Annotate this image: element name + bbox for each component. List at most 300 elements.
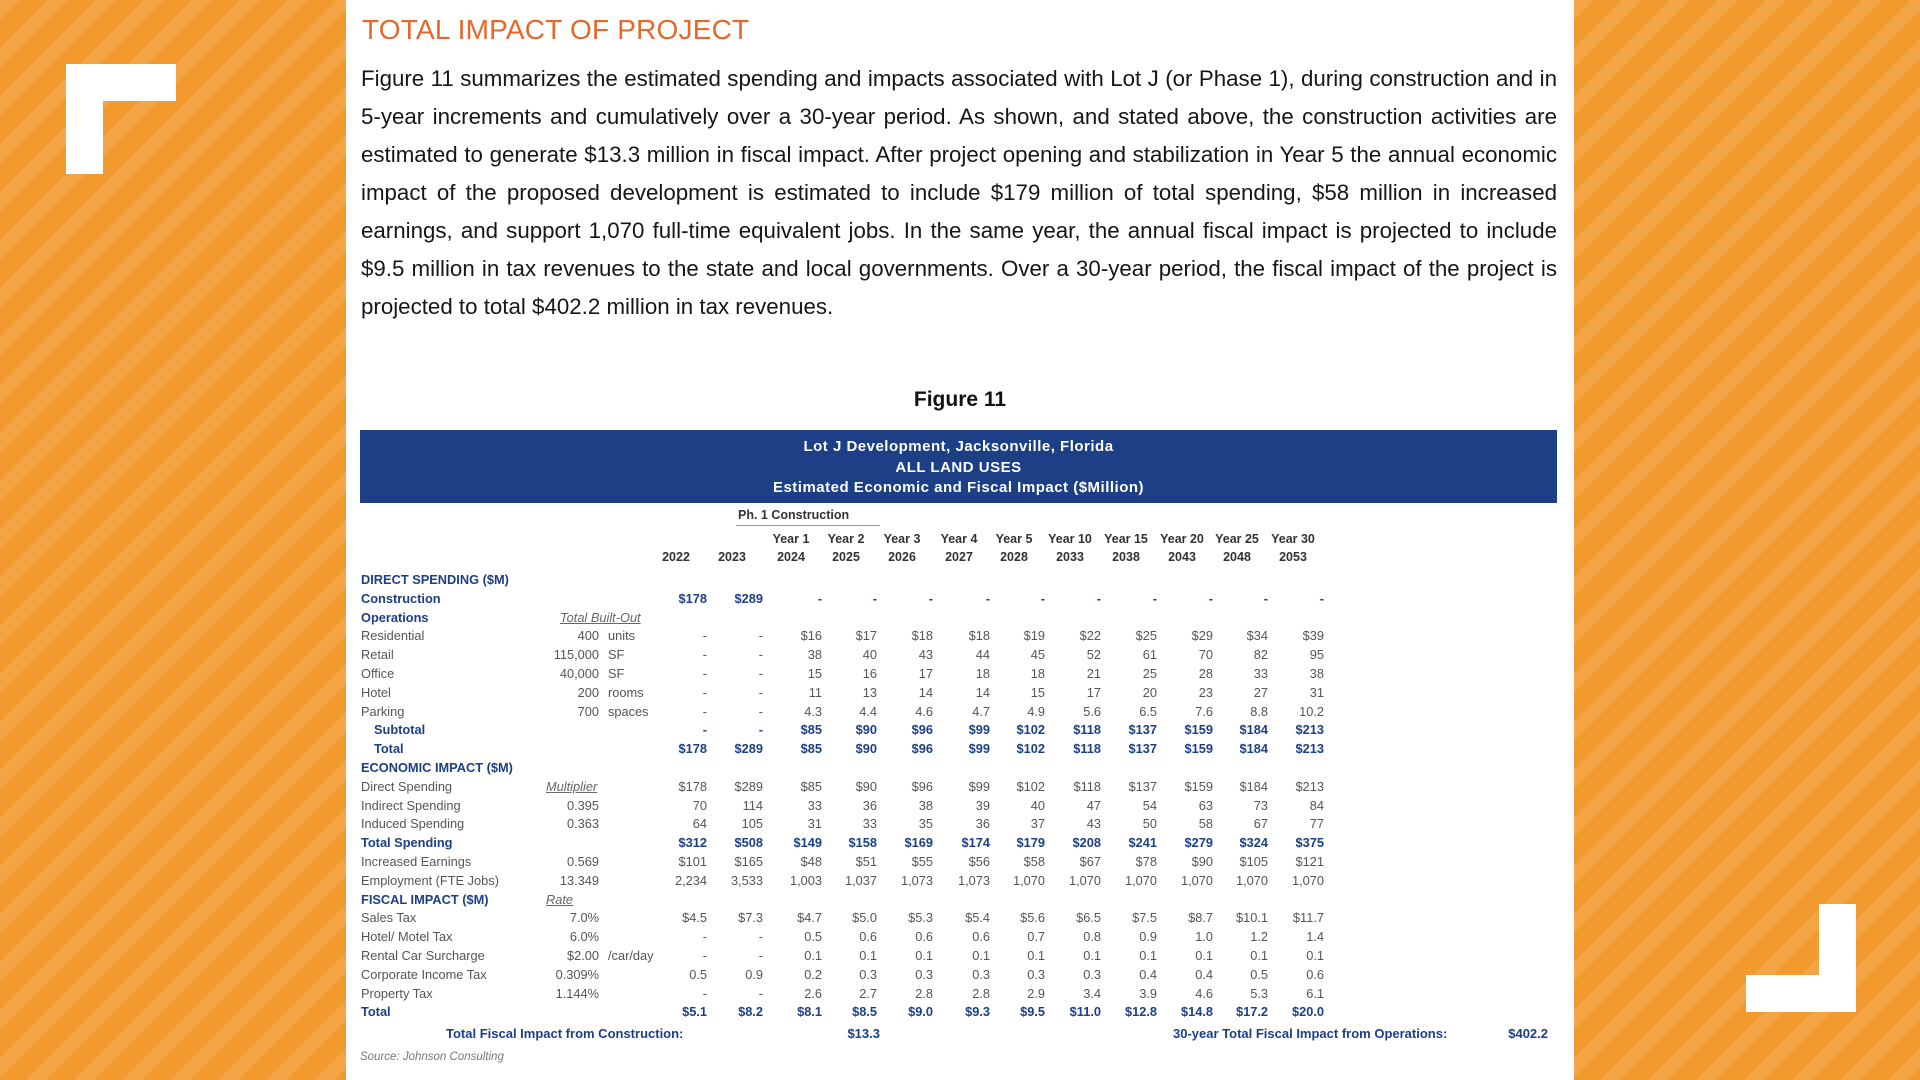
column-header-year: 2027 — [945, 550, 973, 564]
table-cell: 0.1 — [1139, 947, 1157, 963]
table-cell: $178 — [678, 741, 707, 757]
table-cell: 1,070 — [1235, 872, 1268, 888]
table-cell: $8.5 — [852, 1004, 877, 1020]
table-cell: 23 — [1198, 684, 1213, 700]
row-parameter: 40,000 — [559, 665, 599, 681]
table-cell: 2.8 — [972, 985, 990, 1001]
banner-line-project: Lot J Development, Jacksonville, Florida — [803, 438, 1114, 455]
column-header — [1151, 530, 1213, 566]
column-header-year: 2025 — [832, 550, 860, 564]
row-parameter: 13.349 — [559, 872, 599, 888]
row-label: Office — [361, 665, 395, 681]
row-label: Total — [361, 1004, 391, 1020]
row-parameter: $2.00 — [566, 947, 599, 963]
table-row — [346, 1003, 1574, 1022]
table-cell: - — [702, 929, 707, 945]
table-cell: 1,037 — [844, 872, 877, 888]
table-cell: 15 — [807, 665, 822, 681]
table-cell: $11.7 — [1292, 910, 1324, 926]
table-cell: 8.8 — [1250, 703, 1268, 719]
table-cell: $184 — [1239, 741, 1268, 757]
column-header-year: 2022 — [662, 550, 690, 564]
table-cell: 1,070 — [1291, 872, 1324, 888]
table-cell: 5.6 — [1083, 703, 1101, 719]
table-cell: 1.2 — [1250, 929, 1268, 945]
column-header-label — [701, 530, 763, 548]
row-parameter: 400 — [577, 628, 599, 644]
table-cell: - — [928, 590, 933, 606]
row-label: Sales Tax — [361, 910, 417, 926]
column-header-label — [645, 530, 707, 548]
table-cell: 64 — [692, 816, 707, 832]
table-cell: 43 — [918, 647, 933, 663]
table-cell: $85 — [800, 741, 822, 757]
row-label: Residential — [361, 628, 425, 644]
table-cell: 1,070 — [1012, 872, 1045, 888]
corner-bracket-icon-bottom-right — [1746, 904, 1856, 1012]
table-row — [346, 627, 1574, 646]
table-cell: $17.2 — [1235, 1004, 1268, 1020]
table-cell: - — [702, 985, 707, 1001]
table-cell: 0.3 — [1027, 966, 1045, 982]
table-cell: 0.5 — [804, 929, 822, 945]
table-cell: $289 — [734, 741, 763, 757]
table-cell: $9.3 — [965, 1004, 990, 1020]
table-cell: 3,533 — [730, 872, 763, 888]
row-label: Total — [374, 741, 404, 757]
table-row — [346, 759, 1574, 778]
column-header — [1206, 530, 1268, 566]
table-cell: 38 — [1309, 665, 1324, 681]
row-label: ECONOMIC IMPACT ($M) — [361, 759, 513, 775]
row-label: Direct Spending — [361, 778, 453, 794]
table-cell: $508 — [734, 835, 763, 851]
table-row — [346, 891, 1574, 910]
table-cell: 7.6 — [1195, 703, 1213, 719]
source-note: Source: Johnson Consulting — [360, 1051, 504, 1063]
column-header — [928, 530, 990, 566]
table-cell: 1.4 — [1306, 929, 1324, 945]
column-header — [871, 530, 933, 566]
table-cell: $169 — [904, 835, 933, 851]
table-cell: 43 — [1086, 816, 1101, 832]
table-cell: $96 — [911, 741, 933, 757]
table-cell: 6.5 — [1139, 703, 1157, 719]
table-row — [346, 609, 1574, 628]
row-label: Construction — [361, 590, 441, 606]
column-header-label: Year 10 — [1048, 532, 1092, 546]
table-cell: $159 — [1184, 722, 1213, 738]
table-cell: - — [758, 703, 763, 719]
table-cell: - — [702, 684, 707, 700]
table-cell: $90 — [855, 778, 877, 794]
table-cell: 61 — [1142, 647, 1157, 663]
row-parameter: 700 — [577, 703, 599, 719]
table-cell: - — [702, 628, 707, 644]
table-cell: $121 — [1295, 853, 1324, 869]
table-cell: 18 — [975, 665, 990, 681]
table-cell: $90 — [1191, 853, 1213, 869]
row-label: Hotel — [361, 684, 391, 700]
banner-line-land-uses: ALL LAND USES — [895, 458, 1022, 476]
operations-total-label: 30-year Total Fiscal Impact from Operations: — [1173, 1026, 1448, 1041]
row-parameter: 0.569 — [566, 853, 599, 869]
table-cell: 2.8 — [915, 985, 933, 1001]
table-cell: $159 — [1184, 778, 1213, 794]
table-cell: $149 — [793, 835, 822, 851]
table-cell: 0.6 — [859, 929, 877, 945]
table-cell: 28 — [1198, 665, 1213, 681]
column-header-label: Year 1 — [772, 532, 810, 546]
table-cell: $137 — [1128, 778, 1157, 794]
row-label: Hotel/ Motel Tax — [361, 929, 453, 945]
table-cell: $165 — [734, 853, 763, 869]
table-cell: $174 — [961, 835, 990, 851]
table-cell: - — [702, 647, 707, 663]
table-cell: 47 — [1086, 797, 1101, 813]
row-parameter: 0.363 — [566, 816, 599, 832]
column-header-year: 2024 — [777, 550, 805, 564]
row-label: FISCAL IMPACT ($M) — [361, 891, 489, 907]
construction-total-label: Total Fiscal Impact from Construction: — [446, 1026, 684, 1041]
table-cell: $105 — [1239, 853, 1268, 869]
table-cell: 0.1 — [1195, 947, 1213, 963]
table-cell: 0.1 — [972, 947, 990, 963]
table-cell: $90 — [855, 741, 877, 757]
table-cell: 0.9 — [1139, 929, 1157, 945]
table-cell: 0.5 — [689, 966, 707, 982]
table-cell: 70 — [692, 797, 707, 813]
table-cell: $48 — [800, 853, 822, 869]
table-cell: 4.4 — [859, 703, 877, 719]
table-cell: $208 — [1072, 835, 1101, 851]
table-cell: $5.6 — [1020, 910, 1045, 926]
row-unit: /car/day — [608, 947, 654, 963]
table-cell: $22 — [1079, 628, 1101, 644]
column-header — [645, 530, 707, 566]
table-cell: $58 — [1023, 853, 1045, 869]
table-cell: $19 — [1023, 628, 1045, 644]
table-cell: $18 — [911, 628, 933, 644]
table-cell: 0.9 — [745, 966, 763, 982]
table-cell: $67 — [1079, 853, 1101, 869]
table-cell: $118 — [1073, 741, 1101, 757]
table-cell: 77 — [1309, 816, 1324, 832]
table-cell: $5.3 — [908, 910, 933, 926]
table-cell: $375 — [1295, 835, 1324, 851]
table-cell: 1,070 — [1180, 872, 1213, 888]
row-label: Induced Spending — [361, 816, 465, 832]
row-unit: rooms — [608, 684, 644, 700]
table-row — [346, 740, 1574, 759]
table-cell: 0.6 — [915, 929, 933, 945]
table-cell: $4.7 — [797, 910, 822, 926]
row-label: Increased Earnings — [361, 853, 472, 869]
column-header-label: Year 4 — [940, 532, 978, 546]
table-cell: $137 — [1128, 722, 1157, 738]
row-label: Rental Car Surcharge — [361, 947, 485, 963]
table-row — [346, 947, 1574, 966]
table-cell: $29 — [1191, 628, 1213, 644]
table-cell: 17 — [1086, 684, 1101, 700]
table-cell: 27 — [1253, 684, 1268, 700]
totals-row — [346, 1026, 1574, 1044]
row-parameter: 1.144% — [555, 985, 599, 1001]
row-parameter: 0.395 — [566, 797, 599, 813]
table-cell: 18 — [1030, 665, 1045, 681]
table-cell: 14 — [918, 684, 933, 700]
table-cell: 2.9 — [1027, 985, 1045, 1001]
table-cell: 35 — [918, 816, 933, 832]
table-cell: 54 — [1142, 797, 1157, 813]
table-row — [346, 853, 1574, 872]
table-cell: $213 — [1295, 722, 1324, 738]
table-cell: 31 — [1309, 684, 1324, 700]
table-cell: - — [758, 947, 763, 963]
table-cell: 36 — [862, 797, 877, 813]
table-cell: $16 — [800, 628, 822, 644]
table-cell: 31 — [807, 816, 822, 832]
table-cell: 2.7 — [859, 985, 877, 1001]
row-label: Parking — [361, 703, 405, 719]
table-cell: $118 — [1073, 722, 1101, 738]
table-cell: 33 — [1253, 665, 1268, 681]
column-header-year: 2028 — [1000, 550, 1028, 564]
column-header-label: Year 15 — [1104, 532, 1148, 546]
column-header-year: 2048 — [1223, 550, 1251, 564]
table-row — [346, 966, 1574, 985]
table-row — [346, 815, 1574, 834]
table-cell: $178 — [678, 590, 707, 606]
figure-title: Figure 11 — [913, 388, 1007, 411]
table-cell: $5.1 — [682, 1004, 707, 1020]
table-cell: $25 — [1135, 628, 1157, 644]
row-unit: units — [608, 628, 636, 644]
table-cell: $99 — [968, 778, 990, 794]
column-header-label: Year 3 — [883, 532, 921, 546]
row-parameter: 0.309% — [555, 966, 599, 982]
table-cell: 4.7 — [972, 703, 990, 719]
table-cell: $118 — [1073, 778, 1101, 794]
table-cell: 1.0 — [1195, 929, 1213, 945]
table-cell: 4.9 — [1027, 703, 1045, 719]
table-cell: 13 — [862, 684, 877, 700]
row-unit: spaces — [608, 703, 649, 719]
table-cell: $159 — [1184, 741, 1213, 757]
table-cell: - — [817, 590, 822, 606]
table-cell: 44 — [975, 647, 990, 663]
table-cell: $7.5 — [1132, 910, 1157, 926]
table-cell: $213 — [1295, 741, 1324, 757]
column-header-year: 2038 — [1112, 550, 1140, 564]
table-cell: 16 — [862, 665, 877, 681]
row-label: Total Spending — [361, 835, 453, 851]
table-cell: - — [1319, 590, 1324, 606]
table-cell: 37 — [1030, 816, 1045, 832]
table-cell: - — [758, 929, 763, 945]
row-unit: SF — [608, 647, 625, 663]
row-label: Subtotal — [374, 722, 426, 738]
table-cell: 0.1 — [1306, 947, 1324, 963]
table-cell: $12.8 — [1124, 1004, 1157, 1020]
table-cell: 0.5 — [1250, 966, 1268, 982]
column-header-year: 2023 — [718, 550, 746, 564]
table-row — [346, 684, 1574, 703]
column-header-label: Year 20 — [1160, 532, 1204, 546]
table-cell: - — [702, 665, 707, 681]
table-cell: 4.3 — [804, 703, 822, 719]
table-cell: 0.4 — [1195, 966, 1213, 982]
table-cell: $55 — [911, 853, 933, 869]
table-cell: 38 — [807, 647, 822, 663]
table-cell: 45 — [1030, 647, 1045, 663]
table-cell: 0.3 — [1083, 966, 1101, 982]
impact-table — [346, 571, 1574, 1022]
table-row — [346, 590, 1574, 609]
table-row — [346, 665, 1574, 684]
table-cell: 0.1 — [1083, 947, 1101, 963]
table-cell: $85 — [800, 722, 822, 738]
table-cell: $102 — [1016, 741, 1045, 757]
table-cell: $241 — [1128, 835, 1157, 851]
table-cell: 67 — [1253, 816, 1268, 832]
table-cell: - — [702, 947, 707, 963]
table-cell: 50 — [1142, 816, 1157, 832]
row-parameter: 6.0% — [569, 929, 599, 945]
row-parameter: 7.0% — [569, 910, 599, 926]
table-cell: 1,070 — [1124, 872, 1157, 888]
column-headers — [346, 530, 1574, 570]
table-cell: 33 — [807, 797, 822, 813]
table-cell: $289 — [734, 590, 763, 606]
table-cell: 84 — [1309, 797, 1324, 813]
table-cell: 58 — [1198, 816, 1213, 832]
table-cell: 0.6 — [972, 929, 990, 945]
table-cell: $184 — [1239, 778, 1268, 794]
table-cell: 33 — [862, 816, 877, 832]
table-cell: - — [702, 703, 707, 719]
document-page — [346, 0, 1574, 1080]
table-cell: 15 — [1030, 684, 1045, 700]
table-cell: $90 — [855, 722, 877, 738]
column-header — [1262, 530, 1324, 566]
table-cell: 0.3 — [972, 966, 990, 982]
banner-line-subtitle: Estimated Economic and Fiscal Impact ($Million) — [772, 479, 1145, 496]
table-cell: $10.1 — [1235, 910, 1268, 926]
column-header — [1095, 530, 1157, 566]
table-cell: 5.3 — [1250, 985, 1268, 1001]
row-parameter: 200 — [577, 684, 599, 700]
column-header-year: 2033 — [1056, 550, 1084, 564]
table-cell: - — [702, 722, 707, 738]
table-cell: 6.1 — [1306, 985, 1324, 1001]
table-cell: $101 — [678, 853, 707, 869]
table-cell: 2.6 — [804, 985, 822, 1001]
table-cell: 0.8 — [1083, 929, 1101, 945]
table-cell: 114 — [742, 797, 763, 813]
table-cell: 0.2 — [804, 966, 822, 982]
table-cell: - — [1040, 590, 1045, 606]
table-cell: $179 — [1016, 835, 1045, 851]
column-header — [983, 530, 1045, 566]
row-parameter: Total Built-Out — [560, 609, 641, 625]
table-cell: $17 — [855, 628, 877, 644]
table-cell: $158 — [848, 835, 877, 851]
table-cell: $8.1 — [797, 1004, 822, 1020]
table-cell: 17 — [918, 665, 933, 681]
table-cell: $4.5 — [682, 910, 707, 926]
table-cell: 73 — [1253, 797, 1268, 813]
table-cell: - — [758, 684, 763, 700]
table-cell: - — [985, 590, 990, 606]
table-row — [346, 985, 1574, 1004]
table-cell: 105 — [741, 816, 763, 832]
table-cell: $9.5 — [1020, 1004, 1045, 1020]
table-cell: $56 — [968, 853, 990, 869]
table-cell: $99 — [968, 741, 990, 757]
table-cell: 70 — [1198, 647, 1213, 663]
table-row — [346, 778, 1574, 797]
column-header-label: Year 5 — [995, 532, 1033, 546]
table-cell: 40 — [1030, 797, 1045, 813]
row-label: Employment (FTE Jobs) — [361, 872, 499, 888]
table-row — [346, 797, 1574, 816]
table-cell: $18 — [968, 628, 990, 644]
row-parameter: Rate — [546, 891, 574, 907]
table-cell: $14.8 — [1180, 1004, 1213, 1020]
table-row — [346, 909, 1574, 928]
table-cell: $5.4 — [965, 910, 990, 926]
row-label: Retail — [361, 647, 394, 663]
table-cell: 63 — [1198, 797, 1213, 813]
table-cell: 25 — [1142, 665, 1157, 681]
column-header — [760, 530, 822, 566]
table-cell: $5.0 — [852, 910, 877, 926]
construction-group-label: Ph. 1 Construction — [736, 508, 880, 526]
corner-bracket-icon-top-left — [66, 64, 176, 174]
row-label: Operations — [361, 609, 429, 625]
table-cell: 2,234 — [674, 872, 707, 888]
column-header-label: Year 2 — [827, 532, 865, 546]
table-cell: 20 — [1142, 684, 1157, 700]
table-cell: $6.5 — [1076, 910, 1101, 926]
table-cell: $137 — [1128, 741, 1157, 757]
table-cell: 0.1 — [859, 947, 877, 963]
column-header-year: 2026 — [888, 550, 916, 564]
table-cell: 11 — [808, 684, 822, 700]
table-cell: 4.6 — [1195, 985, 1213, 1001]
table-cell: 39 — [975, 797, 990, 813]
row-label: DIRECT SPENDING ($M) — [361, 572, 509, 587]
column-header — [815, 530, 877, 566]
table-cell: $9.0 — [908, 1004, 933, 1020]
section-heading: TOTAL IMPACT OF PROJECT — [362, 14, 750, 45]
table-cell: - — [1263, 590, 1268, 606]
table-cell: 0.1 — [915, 947, 933, 963]
table-cell: $312 — [678, 835, 707, 851]
row-parameter: 115,000 — [553, 647, 599, 663]
table-cell: $213 — [1295, 778, 1324, 794]
construction-total-value: $13.3 — [847, 1026, 880, 1041]
row-label: Property Tax — [361, 985, 433, 1001]
table-cell: $34 — [1246, 628, 1268, 644]
table-cell: - — [758, 665, 763, 681]
table-cell: - — [1208, 590, 1213, 606]
table-cell: 14 — [975, 684, 990, 700]
table-cell: $8.2 — [738, 1004, 763, 1020]
table-cell: 0.7 — [1027, 929, 1045, 945]
table-cell: 4.6 — [915, 703, 933, 719]
